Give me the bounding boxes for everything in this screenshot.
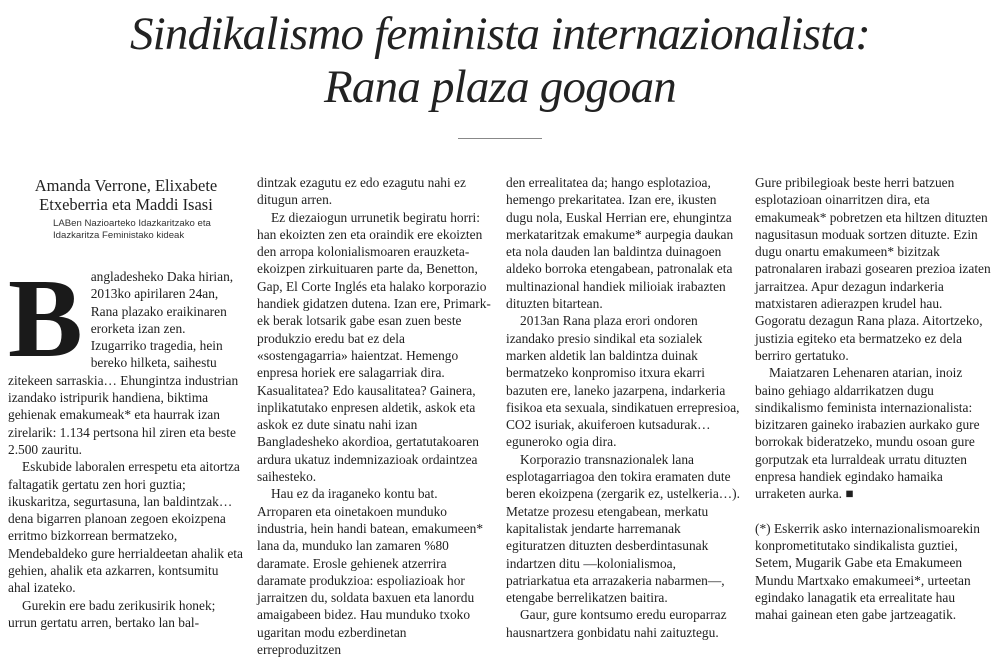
paragraph: angladesheko Daka hirian, 2013ko apirilaren 24an, Rana plazako eraikinaren erorketa izan zen. Izugarriko tragedia, hein bereko hilketa, saihestu zitekeen sarraskia… Ehungintza industrian izandako istripurik handiena, biktima gehienak emakumeak* eta haurrak izan zirelarik: 1.134 pertsona hil ziren eta beste 2.500 zauritu. xyxy=(8,269,239,457)
title-line-2: Rana plaza gogoan xyxy=(324,61,676,113)
footnote: (*) Eskerrik asko internazionalismoarekin konprometitutako sindikalista guztiei, Setem, Mugarik Gabe eta Emakumeen Mundu Martxako emakumeei*, urteetan egindako lanagatik eta errealitate hau mahai gainean eten gabe jartzeagatik. xyxy=(755,520,980,623)
column-1 xyxy=(8,257,244,631)
paragraph: Korporazio transnazionalek lana esplotagarriagoa den tokira eramaten dute beren ekoizpena (zergarik ez, ustelkeria…). Metatze prozesu etengabean, merkatu kapitalistak jendarte harremanak egituratzen dituzten desberdintasunak indartzen ditu —kolonialismoa, patriarkatua eta arrazakeria nabarmen—, etengabe berrelikatzen baitira. xyxy=(506,451,740,606)
paragraph: Maiatzaren Lehenaren atarian, inoiz baino gehiago aldarrikatzen dugu sindikalismo feminista internazionalista: bizitzaren gaineko irabazien aurkako gure borrokak bideratzeko, mundu osoan gure gorputzak eta lurraldeak urratu dituzten enpresa handiek egindako hamaika urraketen aurka. ■ xyxy=(755,365,980,502)
column-4 xyxy=(755,174,991,623)
paragraph: Gaur, gure kontsumo eredu europarraz hausnartzera gonbidatu nahi zaituztegu. xyxy=(506,607,727,640)
affiliation: LABen Nazioarteko Idazkaritzako eta Idazkaritza Feministako kideak xyxy=(53,218,211,241)
paragraph: Hau ez da iraganeko kontu bat. Arroparen eta oinetakoen munduko industria, hein handi batean, emakumeen* lana da, munduko lan zamaren %80 daramate. Erosle gehienek atzerrira daramate produkzioa: espoliazioak hor jarraitzen du, soldata baxuen eta lanordu amaigabeen bidez. Hau munduko txoko ugaritan modu ezberdinetan erreproduzitzen xyxy=(257,486,484,658)
paragraph: Gurekin ere badu zerikusirik honek; urrun gertatu arren, bertako lan bal- xyxy=(8,597,216,630)
column-3 xyxy=(506,174,742,641)
byline xyxy=(8,176,244,242)
paragraph: Eskubide laboralen errespetu eta aitortza faltagatik gertatu zen hori guztia; ikuskaritza, segurtasuna, lan baldintzak… dena bigarren planoan zegoen ekoizpena erritmo bizkorrean bermatzeko, Mendebaldeko gure herrialdeetan ahalik eta gehien, ahalik eta azkarren, kontsumitu ahal izateko. xyxy=(8,459,243,596)
title-divider xyxy=(458,138,542,139)
paragraph: 2013an Rana plaza erori ondoren izandako presio sindikal eta sozialek marken aldetik lan baldintza duinak bermatzeko konpromiso itxura ekarri bazuten ere, laneko jazarpena, indarkeria fisikoa eta sexuala, sindikatuen errepresioa, CO2 isuriak, akuiferoen kutsadurak… eguneroko ogia dira. xyxy=(506,313,740,450)
article-title xyxy=(0,8,1000,114)
paragraph: den errealitatea da; hango esplotazioa, hemengo prekaritatea. Izan ere, ikusten dugu nola, Euskal Herrian ere, ehungintza merkataritzak emakume* aurpegia daukan eta nola dauden lan baldintza duinagoen aldeko borroka etengabean, patronalak eta multinazional handiek milioiak irabazten dituzten bitartean. xyxy=(506,175,734,312)
paragraph: dintzak ezagutu ez edo ezagutu nahi ez ditugun arren. xyxy=(257,175,466,208)
authors: Amanda Verrone, Elixabete Etxeberria eta Maddi Isasi xyxy=(34,176,218,214)
title-line-1: Sindikalismo feminista internazionalista: xyxy=(129,8,871,60)
spacer xyxy=(755,503,991,520)
drop-cap: B xyxy=(8,257,83,381)
column-2 xyxy=(257,174,493,658)
paragraph: Gure pribilegioak beste herri batzuen esplotazioan oinarritzen dira, eta emakumeak* pobretzen eta hiltzen dituzten nagusitasun moduak sortzen dituzte. Ezin dugu onartu emakumeen* bizitzak patronalaren irabazi gosearen prezioa izaten jarraitzea. Apur dezagun indarkeria matxistaren adierazpen krudel hau. Gogoratu dezagun Rana plaza. Aitortzeko, justizia egiteko eta bermatzeko ez dela berriro gertatuko. xyxy=(755,175,991,363)
paragraph: Ez diezaiogun urrunetik begiratu horri: han ekoizten zen eta oraindik ere ekoizten den arropa kolonialismoaren erauzketa-ekoizpen zirkuituaren parte da, Benetton, Gap, El Corte Inglés eta halako korporazio handiek gidatzen dutena. Izan ere, Primark-ek berak lotsarik gabe esan zuen beste produkzio eredu bat ez dela «sostengagarria» haientzat. Hemengo enpresa horiek ere salagarriak dira. Kasualitatea? Edo kausalitatea? Gainera, inplikatutako enpresen aldetik, askok eta askok ez dute sinatu nahi izan Bangladesheko akordioa, gertatutakoaren ardura ukatuz indemnizazioak ordaintzea saihesteko. xyxy=(257,209,491,485)
